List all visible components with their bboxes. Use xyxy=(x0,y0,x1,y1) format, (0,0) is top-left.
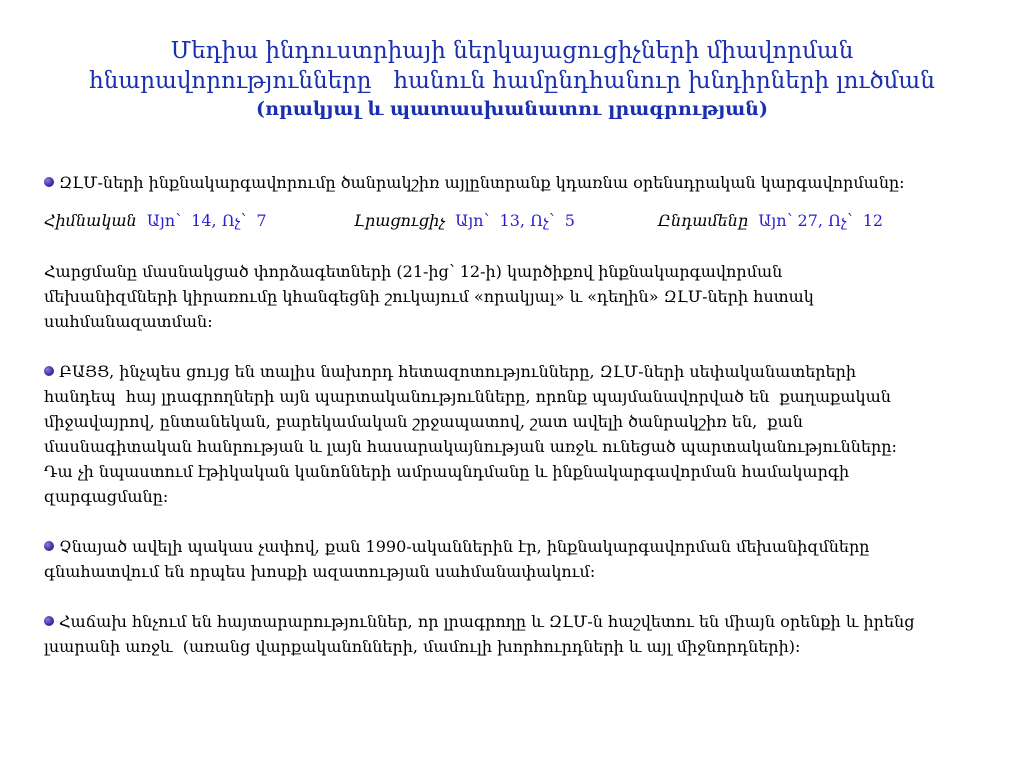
stat-label: Հիմնական xyxy=(44,211,137,230)
paragraph-line: մեխանիզմների կիրառումը կհանգեցնի շուկայում «որակյալ» և «դեղին» ԶԼՄ-ների հստակ xyxy=(44,287,814,306)
title-line-3: (որակյալ և պատասխանատու լրագրության) xyxy=(256,98,768,120)
paragraph-line: սահմանազատման։ xyxy=(44,312,213,331)
bullet-item-4 xyxy=(44,609,984,659)
bullet-item-2 xyxy=(44,359,984,509)
stat-label: Լրացուցիչ xyxy=(354,211,446,230)
bullet-item-3 xyxy=(44,534,984,584)
slide-body xyxy=(44,170,984,659)
bullet-dot-icon xyxy=(44,366,54,376)
bullet-line: Դա չի նպաստում էթիկական կանոնների ամրապնդմանը և ինքնակարգավորման համակարգի xyxy=(44,462,850,481)
stats-row xyxy=(44,208,984,233)
paragraph-expert-opinion xyxy=(44,259,984,334)
slide-title xyxy=(0,36,1024,122)
bullet-dot-icon xyxy=(44,177,54,187)
bullet-line: հանդեպ հայ լրագրողների այն պարտականությունները, որոնք պայմանավորված են քաղաքական xyxy=(44,387,891,406)
bullet-line: Չնայած ավելի պակաս չափով, քան 1990-ականներին էր, ինքնակարգավորման մեխանիզմները xyxy=(59,537,870,556)
bullet-dot-icon xyxy=(44,616,54,626)
stat-value: Այո՝ 14, Ոչ՝ 7 xyxy=(146,211,267,230)
stat-value: Այո՝ 13, Ոչ՝ 5 xyxy=(455,211,575,230)
title-line-2: հնարավորությունները հանուն համընդհանուր խնդիրների լուծման xyxy=(89,68,935,94)
stat-value: Այո՝ 27, Ոչ՝ 12 xyxy=(758,211,884,230)
bullet-item-1 xyxy=(44,170,984,195)
stat-additional xyxy=(354,208,575,233)
stat-total xyxy=(658,208,883,233)
bullet-line: զարգացմանը։ xyxy=(44,487,169,506)
bullet-line: լսարանի առջև (առանց վարքականոնների, մամուլի խորհուրդների և այլ միջնորդների)։ xyxy=(44,637,801,656)
title-line-1: Մեդիա ինդուստրիայի ներկայացուցիչների միավորման xyxy=(170,38,854,64)
bullet-line: մասնագիտական հանրության և լայն հասարակայնության առջև ունեցած պարտականությունները։ xyxy=(44,437,897,456)
stat-label: Ընդամենը xyxy=(658,211,749,230)
bullet-line: ԲԱՅՑ, ինչպես ցույց են տալիս նախորդ հետազոտությունները, ԶԼՄ-ների սեփականատերերի xyxy=(59,362,857,381)
bullet-line: գնահատվում են որպես խոսքի ազատության սահմանափակում։ xyxy=(44,562,596,581)
bullet-text: ԶԼՄ-ների ինքնակարգավորումը ծանրակշիռ այլընտրանք կդառնա օրենսդրական կարգավորմանը։ xyxy=(59,173,905,192)
stat-basic xyxy=(44,208,267,233)
paragraph-line: Հարցմանը մասնակցած փորձագետների (21-ից՝ 12-ի) կարծիքով ինքնակարգավորման xyxy=(44,262,783,281)
bullet-line: Հաճախ հնչում են հայտարարություններ, որ լրագրողը և ԶԼՄ-ն հաշվետու են միայն օրենքի և իրենց xyxy=(59,612,915,631)
bullet-line: միջավայրով, ընտանեկան, բարեկամական շրջապատով, շատ ավելի ծանրակշիռ են, քան xyxy=(44,412,803,431)
bullet-dot-icon xyxy=(44,541,54,551)
